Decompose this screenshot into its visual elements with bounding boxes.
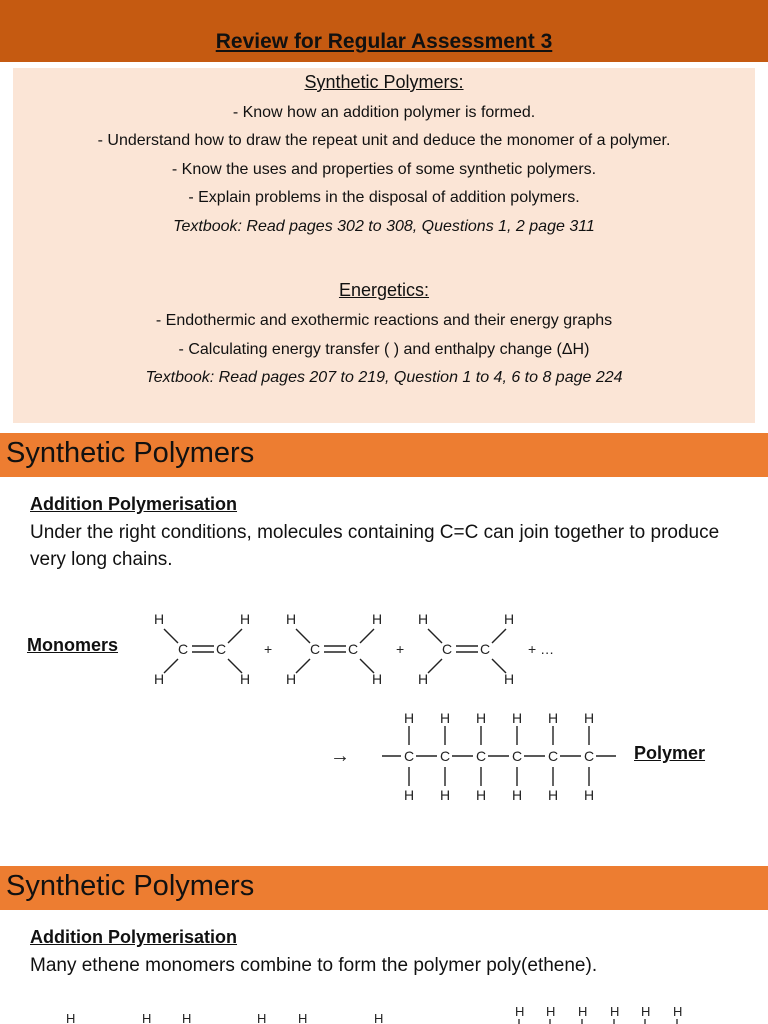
- page-title: Review for Regular Assessment 3: [215, 30, 553, 53]
- atom-c: C: [475, 748, 487, 764]
- section-title-1: Synthetic Polymers: [6, 437, 255, 469]
- atom-h: H: [475, 710, 487, 726]
- polymers-item-3: - Know the uses and properties of some synthetic polymers.: [171, 161, 597, 178]
- energetics-heading: Energetics:: [338, 280, 430, 300]
- atom-h: H: [240, 671, 251, 687]
- atom-c: C: [310, 641, 321, 657]
- atom-h: H: [154, 671, 165, 687]
- arrow-icon: →: [330, 745, 350, 767]
- monomers-diagram: [120, 606, 640, 690]
- atom-h: H: [511, 710, 523, 726]
- section-banner-1: [0, 433, 768, 477]
- header-bar: [0, 0, 768, 62]
- section-text-1: Under the right conditions, molecules containing C=C can join together to produce very long chains.: [30, 522, 720, 570]
- atom-h: H: [511, 787, 523, 803]
- atom-h: H: [182, 1011, 192, 1024]
- atom-h: H: [673, 1004, 683, 1019]
- polymer-label: Polymer: [634, 743, 706, 763]
- energetics-textbook: Textbook: Read pages 207 to 219, Question 1 to 4, 6 to 8 page 224: [145, 369, 623, 386]
- atom-h: H: [298, 1011, 308, 1024]
- atom-c: C: [439, 748, 451, 764]
- polymers-heading: Synthetic Polymers:: [304, 72, 464, 92]
- atom-h: H: [374, 1011, 384, 1024]
- atom-h: H: [504, 671, 515, 687]
- section-subheading-2: Addition Polymerisation: [30, 927, 238, 947]
- atom-h: H: [610, 1004, 620, 1019]
- atom-c: C: [216, 641, 227, 657]
- review-box: [13, 68, 755, 423]
- atom-c: C: [547, 748, 559, 764]
- atom-h: H: [240, 611, 251, 627]
- polymers-item-4: - Explain problems in the disposal of addition polymers.: [188, 189, 580, 206]
- atom-c: C: [348, 641, 359, 657]
- section-title-2: Synthetic Polymers: [6, 870, 255, 902]
- atom-h: H: [439, 787, 451, 803]
- atom-c: C: [511, 748, 523, 764]
- section-banner-2: [0, 866, 768, 910]
- atom-c: C: [583, 748, 595, 764]
- polymers-textbook: Textbook: Read pages 302 to 308, Questions 1, 2 page 311: [173, 218, 595, 235]
- atom-h: H: [372, 671, 383, 687]
- atom-h: H: [547, 787, 559, 803]
- monomers-label: Monomers: [27, 635, 119, 655]
- atom-h: H: [475, 787, 487, 803]
- plus-ellipsis: + …: [528, 641, 555, 657]
- atom-c: C: [403, 748, 415, 764]
- polymers-item-2: - Understand how to draw the repeat unit and deduce the monomer of a polymer.: [97, 132, 671, 149]
- atom-h: H: [641, 1004, 651, 1019]
- atom-c: C: [442, 641, 453, 657]
- energetics-item-1: - Endothermic and exothermic reactions and their energy graphs: [155, 312, 613, 329]
- section-text-2: Many ethene monomers combine to form the polymer poly(ethene).: [30, 955, 598, 976]
- atom-h: H: [286, 671, 297, 687]
- atom-h: H: [372, 611, 383, 627]
- atom-h: H: [439, 710, 451, 726]
- atom-h: H: [418, 671, 429, 687]
- atom-h: H: [504, 611, 515, 627]
- atom-h: H: [547, 710, 559, 726]
- atom-h: H: [403, 710, 415, 726]
- atom-h: H: [286, 611, 297, 627]
- polymer-diagram: [328, 706, 628, 806]
- atom-h: H: [546, 1004, 556, 1019]
- section-subheading-1: Addition Polymerisation: [30, 494, 238, 514]
- atom-h: H: [154, 611, 165, 627]
- atom-h: H: [583, 710, 595, 726]
- plus-sign: +: [264, 641, 273, 657]
- ethene-diagram-partial: [0, 1000, 768, 1024]
- atom-h: H: [578, 1004, 588, 1019]
- atom-c: C: [480, 641, 491, 657]
- atom-h: H: [403, 787, 415, 803]
- energetics-item-2: - Calculating energy transfer ( ) and enthalpy change (ΔH): [178, 341, 590, 358]
- atom-h: H: [418, 611, 429, 627]
- plus-sign: +: [396, 641, 405, 657]
- atom-h: H: [257, 1011, 267, 1024]
- atom-h: H: [583, 787, 595, 803]
- atom-h: H: [66, 1011, 76, 1024]
- atom-c: C: [178, 641, 189, 657]
- atom-h: H: [142, 1011, 152, 1024]
- polymers-item-1: - Know how an addition polymer is formed.: [232, 104, 536, 121]
- atom-h: H: [515, 1004, 525, 1019]
